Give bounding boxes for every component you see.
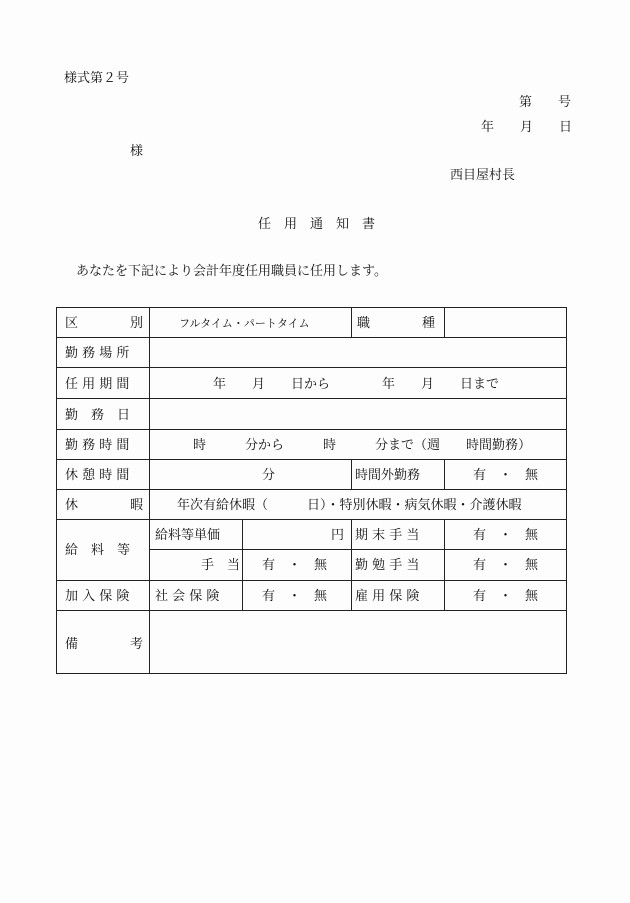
label-term-end-allowance: 期 末 手 当	[355, 528, 420, 543]
addressee-suffix: 様	[130, 144, 144, 159]
label-allowance: 手 当	[201, 558, 241, 573]
document-number: 第 号	[519, 95, 572, 110]
form-number: 様式第２号	[64, 71, 130, 86]
label-job-type: 職 種	[357, 316, 436, 331]
intro-text: あなたを下記により会計年度任用職員に任用します。	[76, 264, 387, 279]
issue-date: 年 月 日	[481, 120, 573, 135]
label-appointment-period: 任 用 期 間	[65, 377, 130, 392]
value-overtime: 有 ・ 無	[473, 468, 539, 483]
label-work-location: 勤 務 場 所	[65, 346, 130, 361]
appointment-form-table	[56, 307, 567, 674]
issuer-name: 西目屋村長	[450, 168, 516, 183]
label-diligence-allowance: 勤 勉 手 当	[355, 558, 420, 573]
value-employment-type: フルタイム・パートタイム	[179, 317, 310, 330]
label-category: 区 別	[65, 316, 144, 331]
label-overtime: 時間外勤務	[355, 468, 421, 483]
label-social-insurance: 社 会 保 険	[155, 589, 220, 604]
label-salary-unit-price: 給料等単価	[155, 528, 221, 543]
label-employment-insurance: 雇 用 保 険	[355, 589, 420, 604]
label-work-hours: 勤 務 時 間	[65, 438, 130, 453]
label-leave: 休 暇	[65, 498, 144, 513]
value-work-hours: 時 分から 時 分まで（週 時間勤務）	[193, 438, 532, 453]
value-social-insurance: 有 ・ 無	[262, 589, 328, 604]
value-employment-insurance: 有 ・ 無	[473, 589, 539, 604]
value-appointment-period: 年 月 日から 年 月 日まで	[213, 377, 500, 392]
label-insurance: 加 入 保 険	[65, 589, 130, 604]
value-diligence-allowance: 有 ・ 無	[473, 558, 539, 573]
label-remarks: 備 考	[65, 637, 144, 652]
value-leave: 年次有給休暇（ 日）・特別休暇・病気休暇・介護休暇	[177, 498, 522, 513]
value-salary-unit-price: 円	[331, 528, 345, 543]
label-salary: 給 料 等	[65, 543, 131, 558]
value-break-time: 分	[262, 468, 276, 483]
value-term-end-allowance: 有 ・ 無	[473, 528, 539, 543]
label-work-days: 勤 務 日	[65, 408, 131, 423]
label-break-time: 休 憩 時 間	[65, 468, 130, 483]
value-allowance: 有 ・ 無	[262, 558, 328, 573]
document-title: 任 用 通 知 書	[258, 217, 376, 232]
